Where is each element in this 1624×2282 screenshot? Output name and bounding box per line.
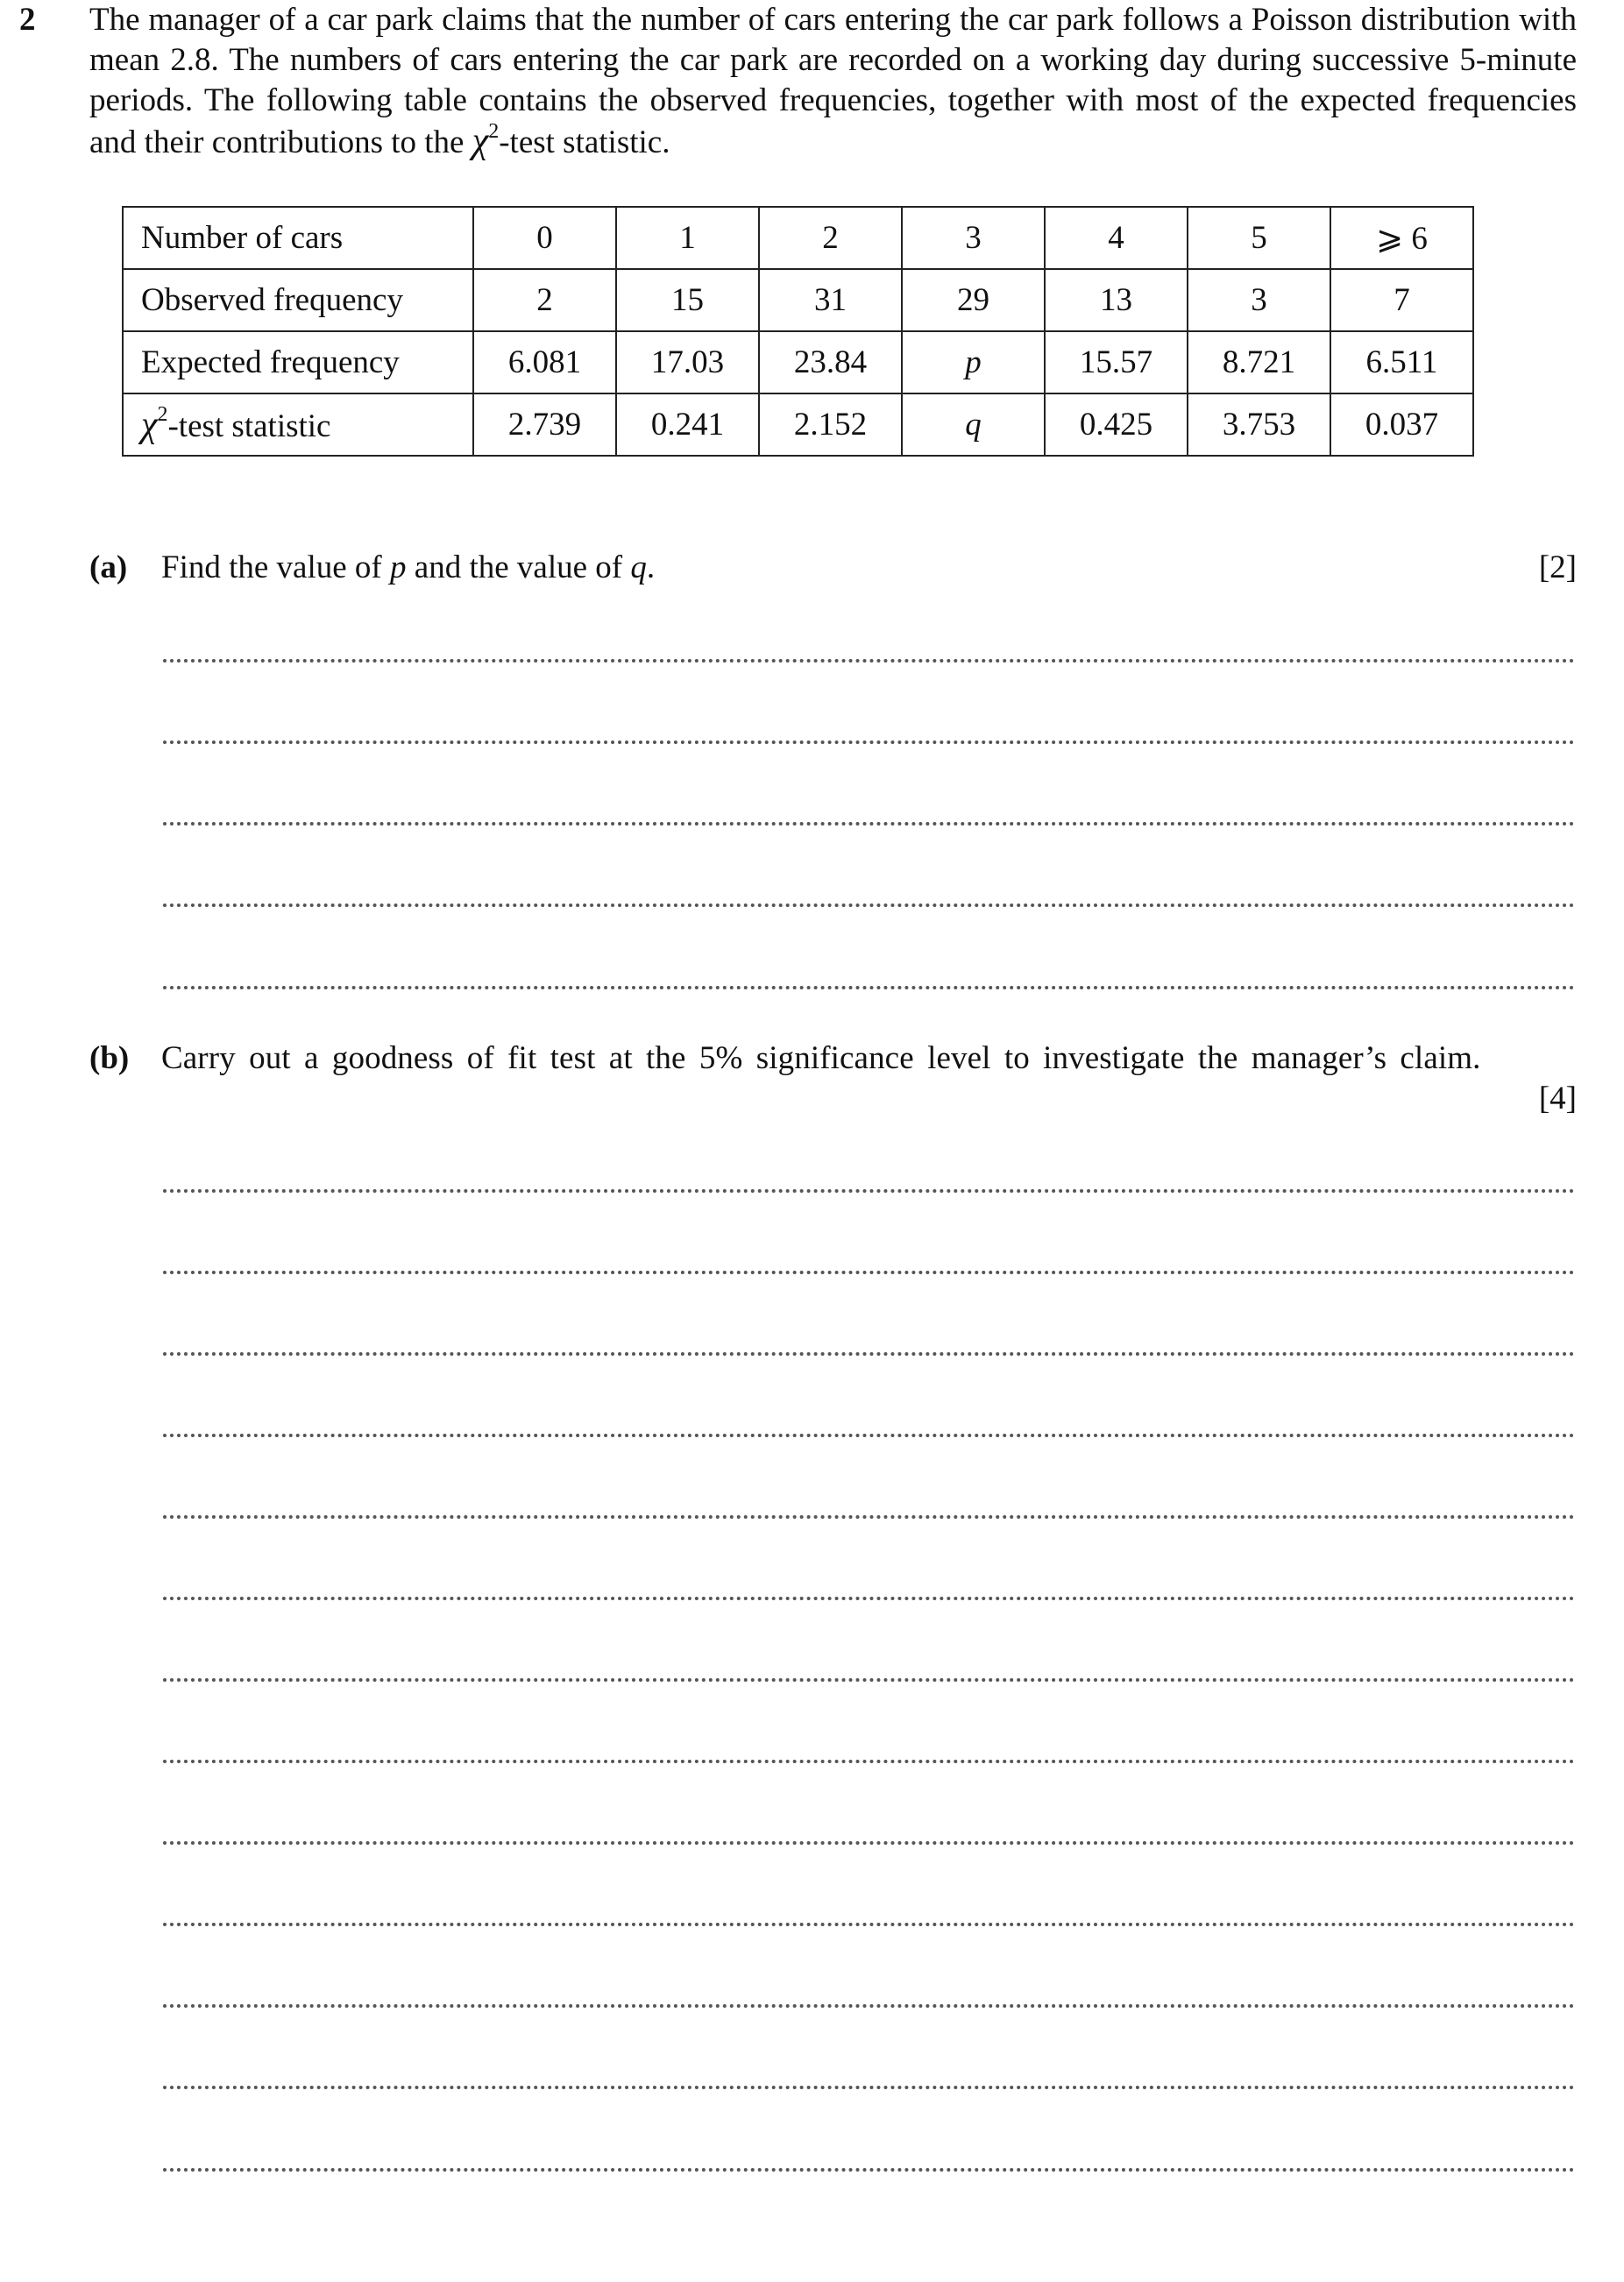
part-a-text-3: .: [646, 549, 656, 585]
table-cell: 2.152: [759, 393, 902, 456]
part-b-label: (b): [89, 1040, 130, 1076]
table-row-expected-frequency: [123, 331, 1473, 393]
table-cell: 29: [902, 269, 1045, 331]
table-cell: 0.425: [1045, 393, 1188, 456]
row-header: Observed frequency: [123, 269, 473, 331]
answer-line[interactable]: [163, 1352, 1575, 1356]
part-a-text-2: and the value of: [414, 549, 623, 585]
answer-line[interactable]: [163, 1760, 1575, 1763]
table-cell-p: p: [902, 331, 1045, 393]
answer-line[interactable]: [163, 1923, 1575, 1926]
table-cell: 6.511: [1330, 331, 1473, 393]
table-cell: 2: [759, 207, 902, 269]
question-intro: [89, 0, 1577, 163]
table-cell: 6.081: [473, 331, 616, 393]
answer-line[interactable]: [163, 904, 1575, 907]
table-row-number-of-cars: [123, 207, 1473, 269]
table-cell: 2.739: [473, 393, 616, 456]
table-cell: 3: [902, 207, 1045, 269]
table-cell: 31: [759, 269, 902, 331]
part-a: [89, 548, 1577, 588]
chi-superscript: 2: [157, 403, 168, 427]
part-a-label: (a): [89, 549, 128, 585]
table-cell: 3: [1188, 269, 1330, 331]
chi-symbol: χ: [141, 404, 158, 445]
row-header: Number of cars: [123, 207, 473, 269]
answer-line[interactable]: [163, 2168, 1575, 2172]
answer-line[interactable]: [163, 2086, 1575, 2089]
part-b: [89, 1038, 1577, 1116]
table-cell: ⩾ 6: [1330, 207, 1473, 269]
answer-line[interactable]: [163, 1678, 1575, 1682]
part-a-var-p: p: [390, 549, 407, 585]
answer-line[interactable]: [163, 2004, 1575, 2008]
answer-line[interactable]: [163, 1189, 1575, 1193]
table-cell: 0: [473, 207, 616, 269]
table-row-observed-frequency: [123, 269, 1473, 331]
chi-superscript: 2: [488, 119, 500, 143]
table-row-chi-squared: [123, 393, 1473, 456]
intro-text: The manager of a car park claims that the number of cars entering the car park follows a Poisson distribution with mean 2.8. The numbers of cars entering the car park are recorded on a working day during successive 5-minute periods. The following table contains the observed frequencies, together with most of the expected frequencies and their contributions to the: [89, 2, 1577, 160]
table-cell: 3.753: [1188, 393, 1330, 456]
table-cell: 0.241: [616, 393, 759, 456]
answer-line[interactable]: [163, 1841, 1575, 1845]
answer-line[interactable]: [163, 741, 1575, 744]
table-cell: 15: [616, 269, 759, 331]
answer-line[interactable]: [163, 659, 1575, 663]
part-a-text: Find the value of: [161, 549, 382, 585]
table-cell: 13: [1045, 269, 1188, 331]
answer-line[interactable]: [163, 1515, 1575, 1519]
answer-line[interactable]: [163, 986, 1575, 989]
answer-line[interactable]: [163, 1271, 1575, 1274]
intro-end-text: -test statistic.: [499, 124, 670, 160]
table-cell: 4: [1045, 207, 1188, 269]
table-cell: 15.57: [1045, 331, 1188, 393]
table-cell: 17.03: [616, 331, 759, 393]
table-cell: 2: [473, 269, 616, 331]
answer-line[interactable]: [163, 1597, 1575, 1600]
table-cell: 23.84: [759, 331, 902, 393]
chi-symbol: χ: [472, 121, 489, 161]
part-b-text: Carry out a goodness of fit test at the 5% significance level to investigate the manager’s claim.: [161, 1040, 1481, 1076]
part-a-var-q: q: [630, 549, 647, 585]
answer-line[interactable]: [163, 822, 1575, 826]
table-cell: 8.721: [1188, 331, 1330, 393]
part-a-marks: [2]: [1538, 549, 1577, 585]
table-cell: 7: [1330, 269, 1473, 331]
table-cell-q: q: [902, 393, 1045, 456]
frequency-table: [122, 206, 1474, 457]
row-header: Expected frequency: [123, 331, 473, 393]
table-cell: 5: [1188, 207, 1330, 269]
table-cell: 1: [616, 207, 759, 269]
row-header: [123, 393, 473, 456]
row-header-text: -test statistic: [167, 408, 331, 444]
question-number: 2: [19, 2, 36, 38]
table-cell: 0.037: [1330, 393, 1473, 456]
answer-line[interactable]: [163, 1434, 1575, 1437]
part-b-marks: [4]: [1538, 1081, 1577, 1116]
